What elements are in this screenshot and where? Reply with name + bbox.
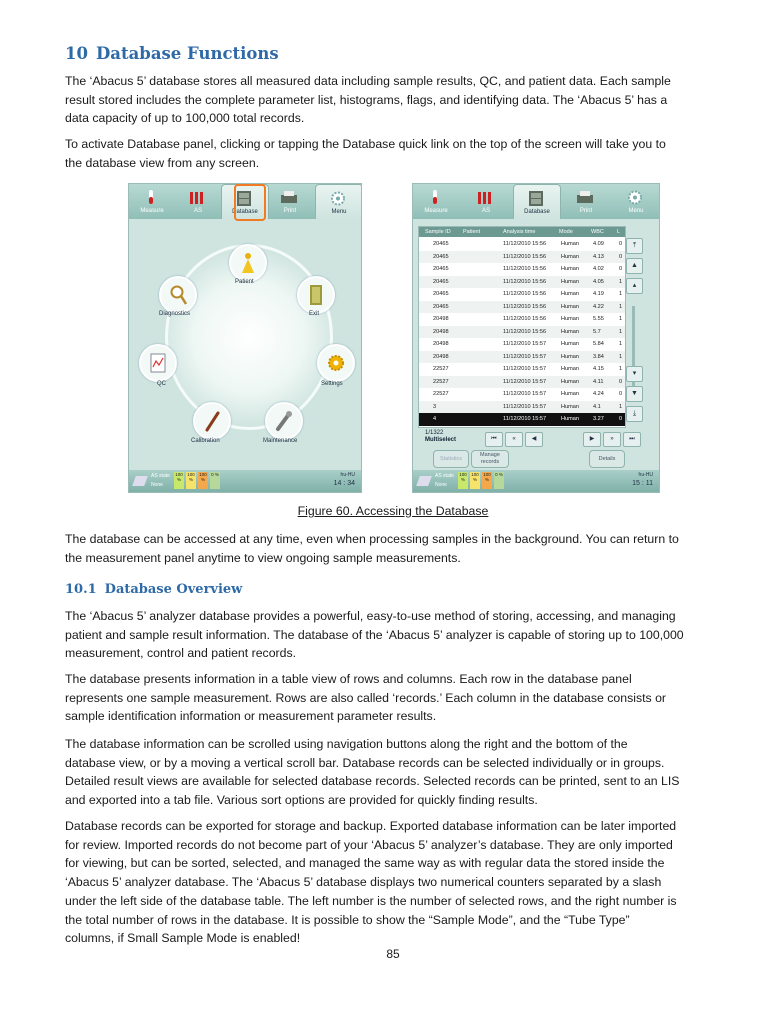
table-cell: 5.7 (593, 328, 601, 335)
scroll-top-button[interactable]: ⤒ (626, 238, 643, 254)
table-row[interactable] (419, 301, 625, 314)
table-cell: 0 (619, 266, 623, 272)
reagent-level: 100 % (174, 472, 184, 489)
table-cell: 1 (619, 328, 623, 335)
table-cell: 0 (619, 416, 623, 422)
menu-label: Calibration (191, 438, 220, 444)
paragraph-after-figure (65, 530, 725, 567)
intro-paragraph-2 (65, 135, 725, 172)
text-line: the measurement panel anytime to view ongoing sample measurements. (65, 550, 461, 565)
status-bar (129, 470, 361, 492)
tab-as[interactable] (463, 184, 509, 219)
column-header[interactable]: L (617, 229, 621, 235)
overview-paragraph-1 (65, 607, 725, 663)
text-line: columns, if Small Sample Mode is enabled! (65, 931, 301, 946)
table-cell: Human (561, 353, 580, 360)
table-row[interactable] (419, 326, 625, 339)
reagent-level: 100 % (482, 472, 492, 489)
menu-item-diagnostics[interactable] (159, 276, 197, 314)
settings-gear-icon (327, 352, 345, 374)
table-cell: Human (561, 416, 580, 422)
as-state-value: None (151, 482, 163, 488)
text-line: data capacity of up to 100,000 total records. (65, 111, 305, 126)
table-cell: 20498 (433, 353, 449, 360)
tab-label: AS (481, 208, 490, 214)
table-cell: 5.84 (593, 341, 604, 347)
table-cell: 0 (619, 253, 623, 260)
table-cell: 0 (619, 378, 623, 385)
text-line: The database can be accessed at any time, even when processing samples in the background. You can return to (65, 532, 679, 546)
table-cell: 11/12/2010 15:56 (503, 253, 547, 260)
menu-item-exit[interactable] (297, 276, 335, 314)
overview-paragraph-4 (65, 817, 725, 948)
table-header-row (419, 227, 625, 237)
table-cell: 20465 (433, 291, 449, 297)
table-cell: 20465 (433, 241, 449, 247)
table-cell: Human (561, 391, 580, 397)
table-cell: 20465 (433, 278, 449, 285)
table-cell: 1 (619, 278, 623, 285)
table-cell: 11/12/2010 15:57 (503, 378, 547, 385)
tab-bar (129, 184, 361, 219)
tab-label: AS (193, 208, 202, 214)
column-header[interactable]: Analysis time (503, 229, 536, 235)
table-cell: 0 (619, 241, 623, 247)
table-cell: Human (561, 366, 580, 372)
table-cell: 11/12/2010 15:57 (503, 341, 547, 347)
tab-label: Menu (628, 208, 644, 214)
tab-label: Measure (140, 208, 164, 214)
record-counter (425, 430, 456, 444)
table-row[interactable] (419, 376, 625, 389)
text-line: The database presents information in a table view of rows and columns. Each row in the database panel (65, 672, 632, 686)
column-header[interactable]: Sample ID (425, 229, 451, 235)
table-cell: Human (561, 328, 580, 335)
previous-button[interactable]: ◀ (525, 432, 543, 447)
table-row[interactable] (419, 388, 625, 401)
table-row[interactable] (419, 251, 625, 264)
text-line: and exported into a tab file. Various sort options are provided for quickly finding results. (65, 793, 538, 808)
table-cell: 22527 (433, 378, 449, 385)
first-page-button[interactable]: ⏮ (485, 432, 503, 447)
table-cell: 4.22 (593, 303, 604, 310)
menu-screenshot (128, 183, 362, 493)
table-cell: Human (561, 266, 580, 272)
next-button[interactable]: ▶ (583, 432, 601, 447)
manage-records-button[interactable]: Manage records (471, 450, 509, 468)
table-cell: Human (561, 241, 580, 247)
table-cell: 20465 (433, 253, 449, 260)
tab-as[interactable] (175, 184, 221, 219)
column-header[interactable]: Patient (463, 229, 481, 235)
test-tube-icon (141, 189, 161, 206)
table-cell: 1 (619, 303, 623, 310)
patient-icon (239, 252, 257, 274)
tab-label: Database (524, 209, 550, 215)
gear-icon (328, 190, 348, 207)
table-row[interactable] (419, 363, 625, 376)
tab-print[interactable] (563, 184, 609, 219)
table-cell: 11/12/2010 15:57 (503, 416, 547, 422)
tab-measure[interactable] (129, 184, 175, 219)
user-locale: hu-HU (638, 472, 653, 478)
table-cell: 11/12/2010 15:56 (503, 266, 547, 272)
menu-label: Exit (309, 311, 320, 317)
clock: 15 : 11 (632, 480, 653, 487)
table-cell: 4.05 (593, 278, 604, 285)
text-line: To activate Database panel, clicking or tapping the Database quick link on the top of the screen will take you to (65, 137, 666, 151)
subsection-title: Database Overview (104, 582, 243, 597)
table-row[interactable] (419, 276, 625, 289)
menu-label: Settings (321, 381, 343, 387)
table-cell: 3.27 (593, 416, 604, 422)
text-line: The ‘Abacus 5’ analyzer database provides a powerful, easy-to-use method of storing, accessing, and managing (65, 609, 676, 623)
database-cabinet-icon (526, 190, 546, 207)
tube-rack-icon (187, 189, 207, 206)
table-cell: 22527 (433, 391, 449, 397)
table-cell: 5.55 (593, 316, 604, 322)
menu-item-settings[interactable] (317, 344, 355, 382)
reagent-level: 100 % (458, 472, 468, 489)
tab-label: Print (283, 208, 297, 214)
table-cell: 4.1 (593, 403, 601, 410)
as-state-icon (416, 476, 432, 486)
table-cell: 1 (619, 366, 623, 372)
table-row[interactable] (419, 351, 625, 364)
menu-item-calibration[interactable] (193, 402, 231, 440)
text-line: the total number of rows in the database. It is possible to show the “Sample Mode”, and the “Tube Type” (65, 912, 630, 927)
text-line: the database view from any screen. (65, 155, 260, 170)
table-cell: 1 (619, 316, 623, 322)
last-page-button[interactable]: ⏭ (623, 432, 641, 447)
text-line: database view, or by a moving a vertical scroll bar. Database records can be selected individually or in groups. (65, 755, 665, 770)
test-tube-icon (425, 189, 445, 206)
table-cell: 1 (619, 291, 623, 297)
table-cell: 20498 (433, 328, 449, 335)
table-cell: 4.13 (593, 253, 604, 260)
printer-icon (279, 189, 299, 206)
as-state-icon (132, 476, 148, 486)
multiselect-toggle[interactable]: Multiselect (425, 437, 457, 443)
text-line: Database records can be exported for storage and backup. Exported database information can be later imported (65, 819, 677, 833)
section-number: 10 (65, 44, 88, 63)
table-cell: 4 (433, 416, 437, 422)
scroll-up-button[interactable]: ▴ (626, 278, 643, 294)
menu-item-maintenance[interactable] (265, 402, 303, 440)
table-cell: 11/12/2010 15:57 (503, 353, 547, 360)
tab-label: Measure (424, 208, 448, 214)
reagent-level: 100 % (186, 472, 196, 489)
table-cell: 11/12/2010 15:57 (503, 403, 547, 410)
overview-paragraph-2 (65, 670, 725, 726)
statistics-button[interactable]: Statistics (433, 450, 469, 468)
printer-icon (575, 189, 595, 206)
text-line: The database information can be scrolled using navigation buttons along the right and the bottom of the (65, 737, 628, 751)
table-cell: 4.11 (593, 378, 604, 385)
previous-page-button[interactable]: « (505, 432, 523, 447)
table-cell: Human (561, 403, 580, 410)
tab-label: Database (232, 209, 258, 215)
vertical-scroll (626, 226, 642, 426)
tab-measure[interactable] (413, 184, 459, 219)
table-cell: 1 (619, 403, 623, 410)
tab-menu[interactable] (613, 184, 659, 219)
table-cell: 11/12/2010 15:56 (503, 278, 547, 285)
table-cell: 4.19 (593, 291, 604, 297)
magnifier-icon (169, 284, 187, 306)
table-cell: 11/12/2010 15:56 (503, 291, 547, 297)
table-row[interactable] (419, 313, 625, 326)
section-title: Database Functions (95, 44, 279, 63)
table-cell: 11/12/2010 15:56 (503, 303, 547, 310)
user-locale: hu-HU (340, 472, 355, 478)
status-bar (413, 470, 659, 492)
table-cell: 20465 (433, 266, 449, 272)
database-screenshot (412, 183, 660, 493)
text-line: sample identification information or measurement parameter results. (65, 709, 437, 724)
exit-door-icon (307, 284, 325, 306)
text-line: under the left side of the database table. The left number is the number of selected rows, and the right number is (65, 893, 677, 908)
pipette-icon (203, 410, 221, 432)
column-header[interactable]: WBC (591, 229, 604, 235)
menu-label: Diagnostics (159, 311, 191, 317)
table-cell: 4.24 (593, 391, 604, 397)
subsection-number: 10.1 (65, 582, 97, 597)
reagent-level: 100 % (470, 472, 480, 489)
table-cell: Human (561, 316, 580, 322)
as-state-value: None (435, 482, 447, 488)
as-state-label: AS state (435, 473, 454, 479)
as-state-label: AS state (151, 473, 170, 479)
subsection-heading (65, 582, 242, 597)
scroll-page-down-button[interactable]: ▼ (626, 386, 643, 402)
table-row[interactable] (419, 338, 625, 351)
tab-label: Print (579, 208, 593, 214)
text-line: measurement, control and patient records. (65, 646, 297, 661)
table-cell: 3.84 (593, 353, 604, 360)
scroll-bottom-button[interactable]: ⤓ (626, 406, 643, 422)
text-line: Detailed result views are available for selected database records. Selected records can be printed, sent to an LIS (65, 774, 680, 789)
text-line: represents one sample measurement. Rows are also called ‘records.’ Each column in the database consists or (65, 690, 667, 705)
scroll-page-up-button[interactable]: ▲ (626, 258, 643, 274)
table-row[interactable] (419, 238, 625, 251)
table-cell: Human (561, 278, 580, 285)
text-line: patient and sample result information. The database of the ‘Abacus 5’ analyzer is capable of storing up to 100,000 (65, 627, 684, 642)
next-page-button[interactable]: » (603, 432, 621, 447)
table-cell: Human (561, 291, 580, 297)
table-cell: Human (561, 378, 580, 385)
tab-bar (413, 184, 659, 219)
table-cell: 1 (619, 353, 623, 360)
text-line: for review. Imported records do not become part of your ‘Abacus 5’ analyzer’s database. They are only imported (65, 837, 673, 852)
tube-rack-icon (475, 189, 495, 206)
database-highlight-box (234, 184, 266, 221)
tab-database[interactable] (513, 184, 561, 219)
table-cell: 4.02 (593, 266, 604, 272)
tab-print[interactable] (267, 184, 313, 219)
table-cell: 11/12/2010 15:56 (503, 241, 547, 247)
table-cell: Human (561, 303, 580, 310)
text-line: The ‘Abacus 5’ database stores all measured data including sample results, QC, and patient data. Each sample (65, 74, 671, 88)
table-cell: 20498 (433, 341, 449, 347)
table-cell: 11/12/2010 15:57 (503, 366, 547, 372)
table-row[interactable] (419, 263, 625, 276)
table-cell: 20465 (433, 303, 449, 310)
menu-label: QC (157, 381, 166, 387)
text-line: for viewing, but can be sorted, selected, and managed the same way as with regular data the stored inside the (65, 856, 665, 871)
table-cell: 11/12/2010 15:57 (503, 391, 547, 397)
table-cell: 4.15 (593, 366, 604, 372)
table-cell: 11/12/2010 15:56 (503, 328, 547, 335)
overview-paragraph-3 (65, 735, 725, 810)
menu-item-qc[interactable] (139, 344, 177, 382)
wrench-icon (275, 410, 293, 432)
reagent-level: 0 % (494, 472, 504, 489)
reagent-level: 100 % (198, 472, 208, 489)
table-cell: 22527 (433, 366, 449, 372)
table-cell: 4.09 (593, 241, 604, 247)
table-cell: 3 (433, 403, 437, 410)
table-cell: 0 (619, 391, 623, 397)
qc-chart-icon (149, 352, 167, 374)
page-number: 85 (386, 947, 400, 961)
details-button[interactable]: Details (589, 450, 625, 468)
selected-total-counter: 1/1322 (425, 430, 444, 436)
tab-label: Menu (331, 209, 347, 215)
menu-item-patient[interactable] (229, 244, 267, 282)
text-line: ‘Abacus 5’ analyzer database. The ‘Abacus 5’ database displays two numerical counters separated by a slash (65, 875, 662, 890)
table-cell: 1 (619, 341, 623, 347)
records-table (418, 226, 626, 428)
text-line: result stored includes the complete parameter list, histograms, flags, and identifying data. The ‘Abacus 5’ has a (65, 92, 668, 107)
reagent-level: 0 % (210, 472, 220, 489)
table-row[interactable] (419, 401, 625, 414)
table-cell: Human (561, 253, 580, 260)
table-cell: 20498 (433, 316, 449, 322)
column-header[interactable]: Mode (559, 229, 573, 235)
figure-caption: Figure 60. Accessing the Database (297, 504, 489, 518)
table-cell: Human (561, 341, 580, 347)
menu-label: Maintenance (263, 438, 298, 444)
clock: 14 : 34 (333, 480, 355, 487)
table-cell: 11/12/2010 15:56 (503, 316, 547, 322)
tab-menu[interactable] (315, 184, 362, 219)
scroll-down-button[interactable]: ▾ (626, 366, 643, 382)
table-row-selected[interactable] (419, 413, 625, 426)
intro-paragraph-1 (65, 72, 725, 128)
gear-icon (625, 189, 645, 206)
section-heading (65, 44, 279, 63)
menu-label: Patient (235, 279, 254, 285)
table-row[interactable] (419, 288, 625, 301)
